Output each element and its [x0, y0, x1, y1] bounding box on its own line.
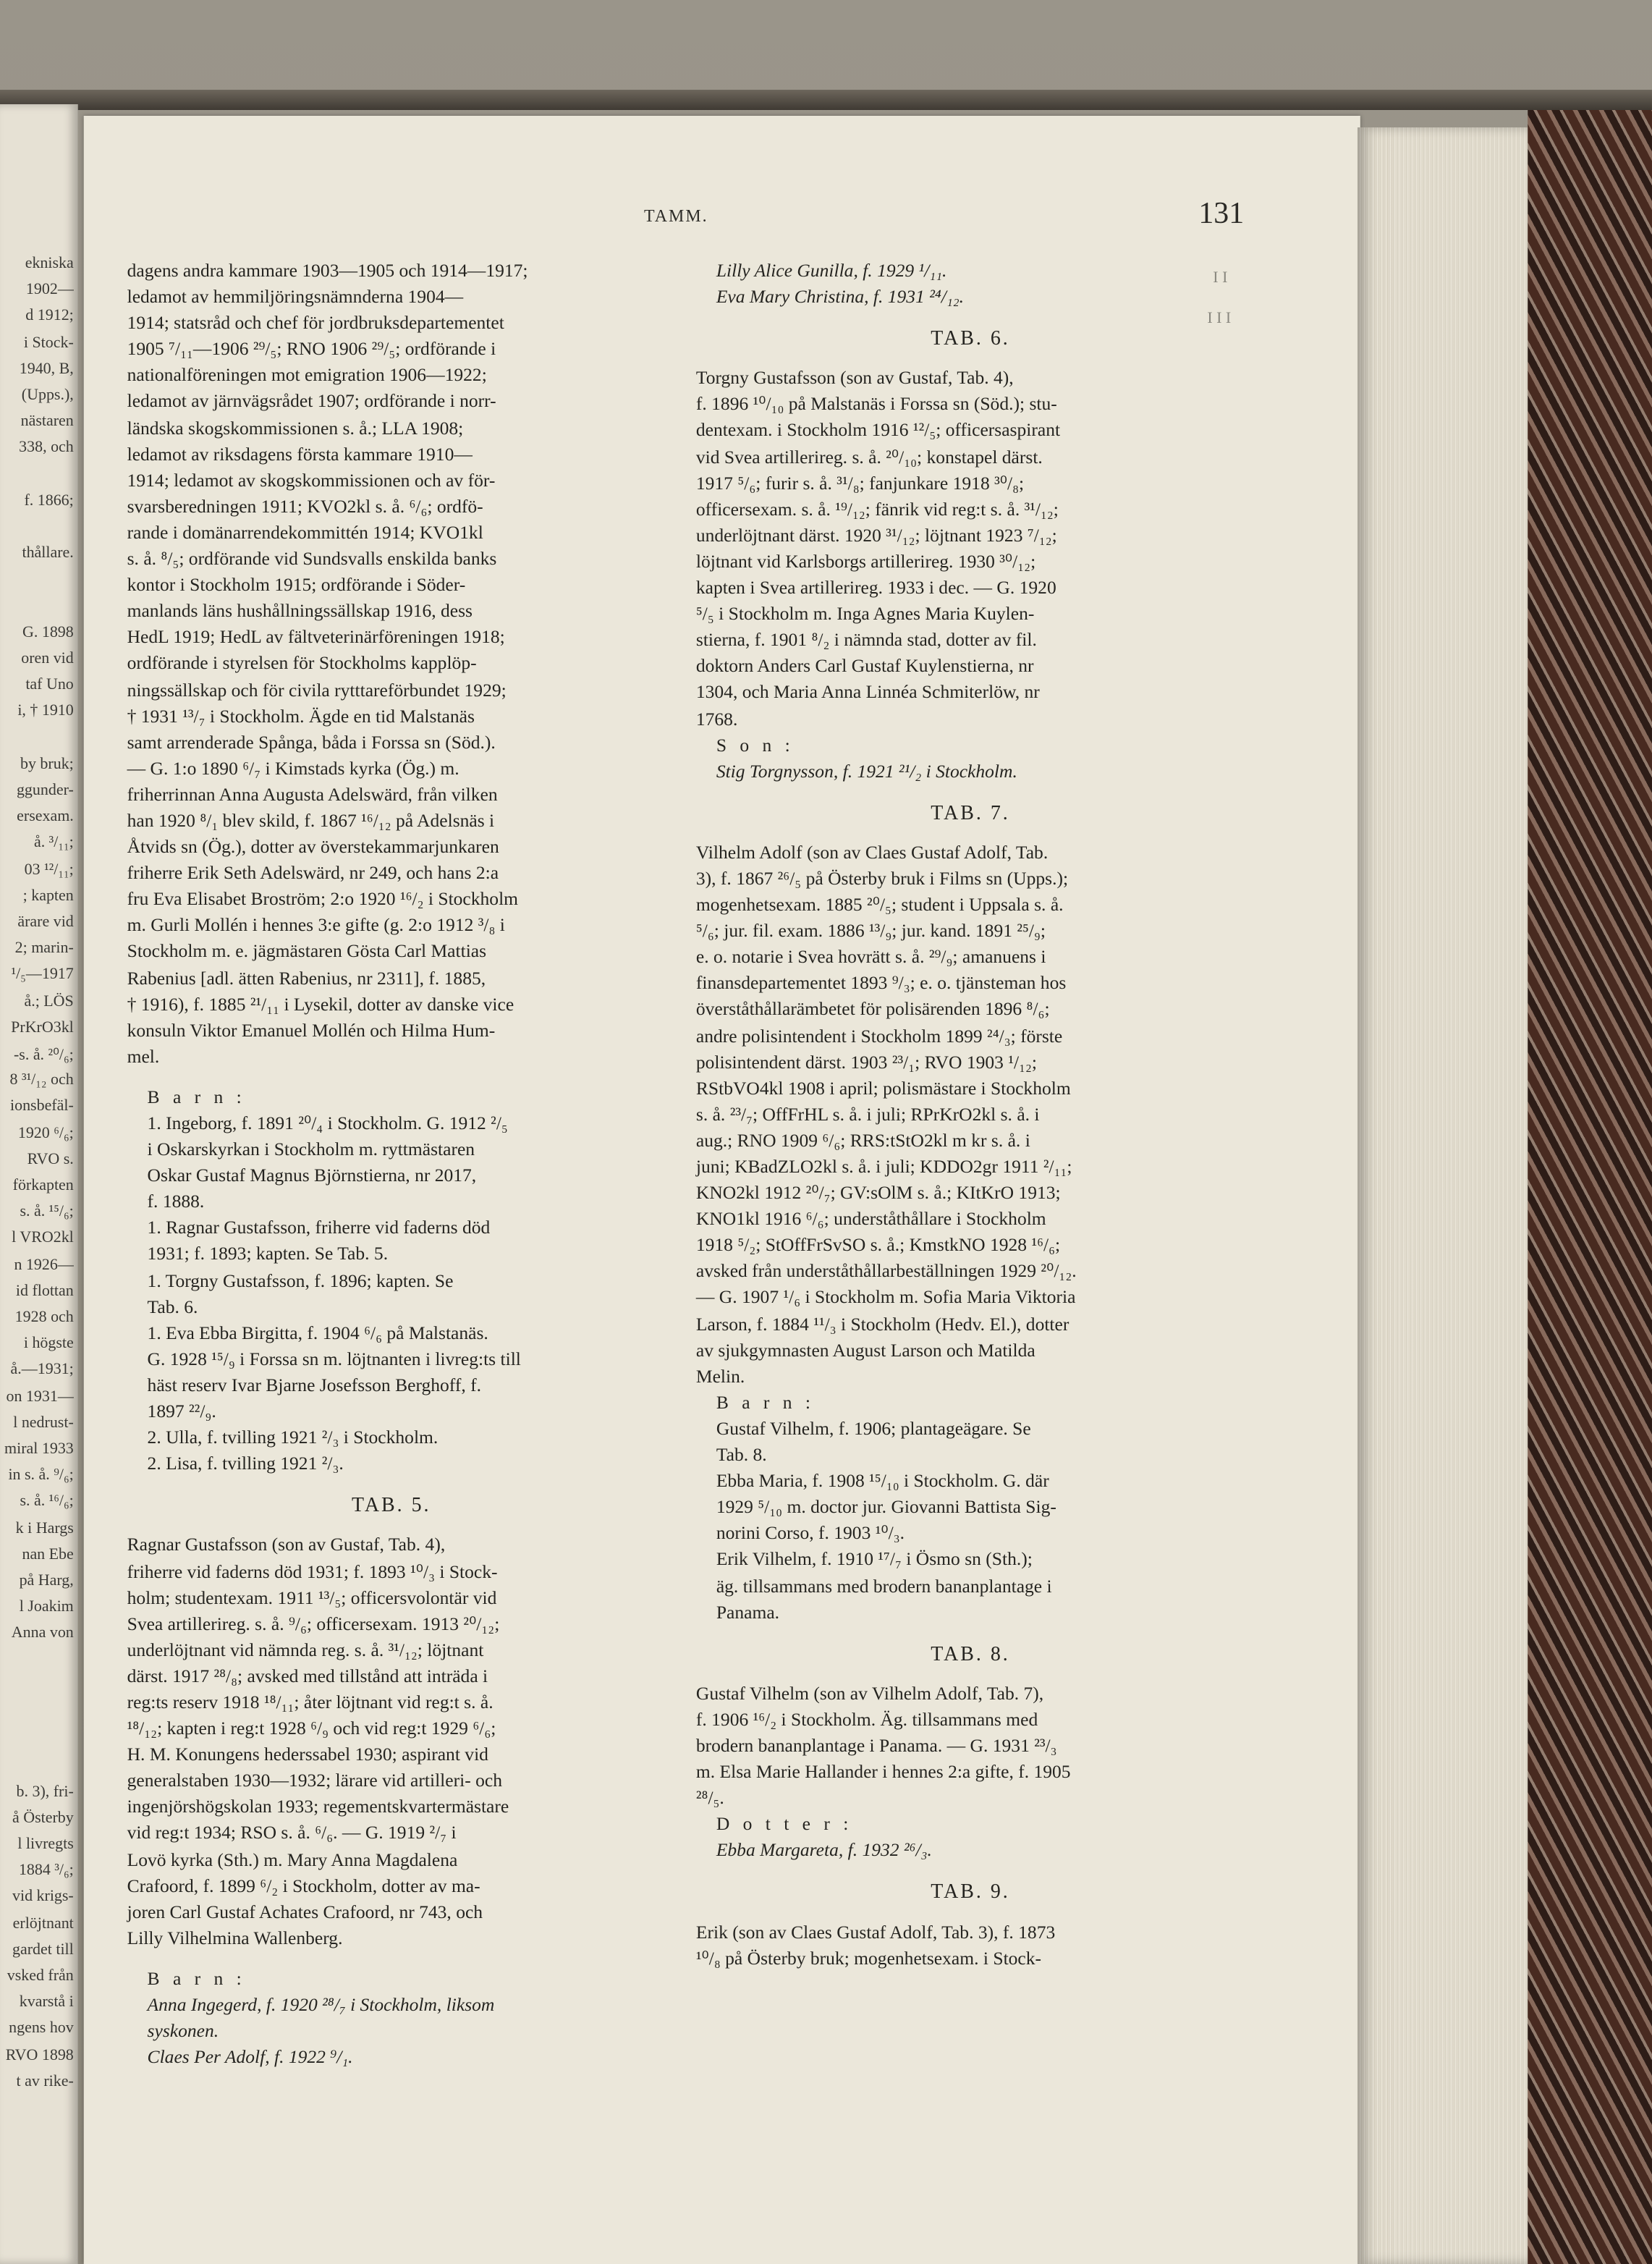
- tab6-line: dentexam. i Stockholm 1916 ¹²/₅; officersaspirant: [695, 420, 1061, 441]
- tab5-line: generalstaben 1930—1932; lärare vid artilleri- och: [127, 1770, 502, 1791]
- tab6-line: doktorn Anders Carl Gustaf Kuylenstierna, nr: [695, 656, 1034, 677]
- child-entry-line: Gustaf Vilhelm, f. 1906; plantageägare. Se: [716, 1418, 1031, 1439]
- tab7-line: — G. 1907 ¹/₆ i Stockholm m. Sofia Maria Viktoria: [695, 1287, 1076, 1308]
- body-line: Stockholm m. e. jägmästaren Gösta Carl Mattias: [127, 941, 487, 962]
- body-line: kontor i Stockholm 1915; ordförande i Söder-: [127, 575, 466, 596]
- body-line: rande i domänarrendekommittén 1914; KVO1kl: [127, 522, 483, 543]
- tab7-line: avsked från underståthållarbeställningen 1929 ²⁰/₁₂.: [695, 1261, 1077, 1282]
- child-entry-line: äg. tillsammans med brodern bananplantage i: [716, 1576, 1052, 1596]
- tab6-line: f. 1896 ¹⁰/₁₀ på Malstanäs i Forssa sn (Söd.); stu-: [695, 394, 1057, 415]
- left-page-line: RVO 1898: [5, 2046, 74, 2064]
- left-page-line: ekniska: [25, 255, 74, 272]
- section-label-dotter: D o t t e r :: [716, 1814, 853, 1835]
- child-entry-line: Panama.: [716, 1602, 780, 1623]
- tab7-line: Melin.: [695, 1366, 745, 1387]
- child-entry-line: Stig Torgnysson, f. 1921 ²¹/₂ i Stockholm.: [716, 761, 1017, 782]
- tab5-line: Svea artillerireg. s. å. ⁹/₆; officersexam. 1913 ²⁰/₁₂;: [127, 1613, 500, 1634]
- left-page-line: 1884 ³/₆;: [18, 1862, 74, 1880]
- child-entry-line: Erik Vilhelm, f. 1910 ¹⁷/₇ i Ösmo sn (Sth.);: [716, 1549, 1033, 1570]
- tab5-line: friherre vid faderns död 1931; f. 1893 ¹⁰/₃ i Stock-: [127, 1561, 498, 1581]
- section-label-barn: B a r n :: [147, 1968, 246, 1989]
- left-page-line: erlöjtnant: [12, 1914, 74, 1933]
- tab5-line: ingenjörshögskolan 1933; regementskvartermästare: [127, 1796, 509, 1817]
- left-page-line: s. å. ¹⁵/₆;: [20, 1203, 74, 1221]
- child-entry-line: i Oskarskyrkan i Stockholm m. ryttmästaren: [147, 1139, 475, 1160]
- left-page-line: d 1912;: [25, 307, 74, 325]
- body-line: samt arrenderade Spånga, båda i Forssa sn (Söd.).: [127, 732, 496, 753]
- section-label-barn: B a r n :: [716, 1392, 815, 1413]
- tab6-line: ⁵/₅ i Stockholm m. Inga Agnes Maria Kuylen-: [695, 604, 1035, 625]
- child-entry-line: 1. Eva Ebba Birgitta, f. 1904 ⁶/₆ på Malstanäs.: [147, 1322, 488, 1343]
- tab8-line: brodern bananplantage i Panama. — G. 1931 ²³/₃: [695, 1735, 1057, 1756]
- tab5-line: Ragnar Gustafsson (son av Gustaf, Tab. 4),: [127, 1534, 446, 1555]
- left-page-line: by bruk;: [20, 755, 74, 773]
- tab5-line: därst. 1917 ²⁸/₈; avsked med tillstånd att inträda i: [127, 1665, 488, 1686]
- left-page-line: i, † 1910: [17, 702, 74, 720]
- left-page-line: G. 1898: [22, 623, 74, 641]
- tab7-line: av sjukgymnasten August Larson och Matilda: [695, 1340, 1035, 1361]
- left-page-line: id flottan: [15, 1282, 74, 1300]
- tab5-line: ¹⁸/₁₂; kapten i reg:t 1928 ⁶/₉ och vid reg:t 1929 ⁶/₆;: [127, 1718, 496, 1739]
- left-neighbour-page: [0, 104, 78, 2264]
- left-page-line: f. 1866;: [24, 491, 74, 510]
- tab7-line: Larson, f. 1884 ¹¹/₃ i Stockholm (Hedv. El.), dotter: [695, 1314, 1069, 1335]
- child-entry-line: Ebba Margareta, f. 1932 ²⁶/₃.: [716, 1840, 932, 1861]
- left-page-line: 1920 ⁶/₆;: [17, 1124, 74, 1142]
- child-entry-line: f. 1888.: [147, 1191, 205, 1212]
- left-page-line: l nedrust-: [13, 1414, 74, 1432]
- body-line: ningssällskap och för civila rytttareförbundet 1929;: [127, 680, 507, 700]
- left-page-line: å.; LÖS: [24, 992, 74, 1010]
- tab5-line: holm; studentexam. 1911 ¹³/₅; officersvolontär vid: [127, 1587, 497, 1608]
- child-entry-line: syskonen.: [147, 2021, 219, 2042]
- child-entry-line: 1931; f. 1893; kapten. Se Tab. 5.: [147, 1243, 389, 1264]
- left-page-line: b. 3), fri-: [16, 1783, 74, 1801]
- left-column: [127, 258, 656, 2071]
- tab7-line: mogenhetsexam. 1885 ²⁰/₅; student i Uppsala s. å.: [695, 895, 1064, 916]
- tab9-line: Erik (son av Claes Gustaf Adolf, Tab. 3), f. 1873: [695, 1922, 1056, 1943]
- left-page-line: k i Hargs: [15, 1519, 74, 1537]
- section-label-barn: B a r n :: [147, 1086, 246, 1107]
- child-entry-line: Anna Ingegerd, f. 1920 ²⁸/₇ i Stockholm, liksom: [147, 1995, 495, 2015]
- body-line: m. Gurli Mollén i hennes 3:e gifte (g. 2:o 1912 ³/₈ i: [127, 915, 505, 936]
- tab5-line: Lilly Vilhelmina Wallenberg.: [127, 1927, 343, 1948]
- body-line: † 1916), f. 1885 ²¹/₁₁ i Lysekil, dotter av danske vice: [127, 994, 514, 1015]
- left-page-line: nan Ebe: [22, 1545, 74, 1563]
- left-page-line: i Stock-: [23, 334, 74, 352]
- running-head: TAMM.: [644, 206, 708, 226]
- left-page-line: å. ³/₁₁;: [33, 834, 74, 852]
- tab6-line: 1917 ⁵/₆; furir s. å. ³¹/₈; fanjunkare 1918 ³⁰/₈;: [695, 473, 1025, 494]
- child-entry-line: 1897 ²²/₉.: [147, 1401, 216, 1422]
- tab7-line: polisintendent därst. 1903 ²³/₁; RVO 1903 ¹/₁₂;: [695, 1052, 1037, 1073]
- left-page-line: ärare vid: [17, 913, 74, 931]
- tab6-line: 1768.: [695, 709, 738, 729]
- child-entry-line: Claes Per Adolf, f. 1922 ⁹/₁.: [147, 2047, 353, 2068]
- body-line: ledamot av hemmiljöringsnämnderna 1904—: [127, 287, 464, 308]
- body-line: 1905 ⁷/₁₁—1906 ²⁹/₅; RNO 1906 ²⁹/₅; ordförande i: [127, 339, 496, 360]
- book-cover-edge: [0, 90, 1652, 110]
- tab7-line: juni; KBadZLO2kl s. å. i juli; KDDO2gr 1911 ²/₁₁;: [695, 1157, 1072, 1177]
- tab6-line: Torgny Gustafsson (son av Gustaf, Tab. 4),: [695, 368, 1014, 389]
- tab7-line: KNO2kl 1912 ²⁰/₇; GV:sOlM s. å.; KItKrO 1913;: [695, 1183, 1061, 1204]
- body-line: s. å. ⁸/₅; ordförande vid Sundsvalls enskilda banks: [127, 549, 497, 570]
- body-line: — G. 1:o 1890 ⁶/₇ i Kimstads kyrka (Ög.) m.: [127, 758, 459, 779]
- body-line: han 1920 ⁸/₁ blev skild, f. 1867 ¹⁶/₁₂ på Adelsnäs i: [127, 810, 495, 831]
- body-line: 1914; statsråd och chef för jordbruksdepartementet: [127, 313, 504, 334]
- left-page-line: 2; marin-: [14, 939, 74, 958]
- tab7-line: Vilhelm Adolf (son av Claes Gustaf Adolf, Tab.: [695, 842, 1049, 863]
- body-line: mel.: [127, 1046, 160, 1067]
- tab5-line: joren Carl Gustaf Achates Crafoord, nr 743, och: [127, 1901, 483, 1922]
- left-page-line: ersexam.: [17, 808, 74, 826]
- left-page-line: 1902—: [25, 281, 74, 299]
- child-entry-line: Lilly Alice Gunilla, f. 1929 ¹/₁₁.: [716, 261, 947, 281]
- body-line: dagens andra kammare 1903—1905 och 1914—1917;: [127, 261, 528, 281]
- table-heading-tab9: TAB. 9.: [931, 1882, 1010, 1904]
- tab7-line: andre polisintendent i Stockholm 1899 ²⁴/₃; förste: [695, 1026, 1063, 1047]
- tab7-line: 1918 ⁵/₂; StOffFrSvSO s. å.; KmstkNO 1928 ¹⁶/₆;: [695, 1235, 1061, 1256]
- child-entry-line: Tab. 6.: [147, 1296, 198, 1317]
- child-entry-line: häst reserv Ivar Bjarne Josefsson Berghoff, f.: [147, 1374, 482, 1395]
- tab6-line: underlöjtnant därst. 1920 ³¹/₁₂; löjtnant 1923 ⁷/₁₂;: [695, 525, 1057, 546]
- body-line: ledamot av riksdagens första kammare 1910—: [127, 444, 473, 465]
- left-page-line: s. å. ¹⁶/₆;: [20, 1492, 74, 1511]
- tab7-line: 3), f. 1867 ²⁶/₅ på Österby bruk i Films sn (Upps.);: [695, 868, 1069, 889]
- section-label-son: S o n :: [716, 735, 795, 756]
- left-page-line: (Upps.),: [21, 387, 74, 404]
- left-page-line: oren vid: [21, 650, 74, 667]
- body-line: ledamot av järnvägsrådet 1907; ordförande i norr-: [127, 391, 496, 412]
- left-page-line: thållare.: [22, 544, 74, 562]
- left-page-line: 338, och: [19, 439, 74, 457]
- marbled-cover: [1528, 110, 1652, 2264]
- left-page-line: gardet till: [12, 1940, 74, 1959]
- left-page-line: 1928 och: [14, 1309, 74, 1326]
- child-entry-line: Eva Mary Christina, f. 1931 ²⁴/₁₂.: [716, 287, 964, 308]
- left-page-line: förkapten: [12, 1177, 74, 1194]
- left-page-line: l Joakim: [19, 1598, 74, 1616]
- child-entry-line: 2. Lisa, f. tvilling 1921 ²/₃.: [147, 1453, 344, 1474]
- child-entry-line: Tab. 8.: [716, 1445, 767, 1466]
- right-column: [696, 258, 1245, 1971]
- tab6-line: löjtnant vid Karlsborgs artillerireg. 1930 ³⁰/₁₂;: [695, 551, 1036, 572]
- left-page-line: på Harg,: [19, 1572, 74, 1589]
- tab8-line: m. Elsa Marie Hallander i hennes 2:a gifte, f. 1905: [695, 1762, 1071, 1783]
- body-line: Rabenius [adl. ätten Rabenius, nr 2311], f. 1885,: [127, 968, 486, 989]
- left-page-line: l VRO2kl: [12, 1229, 74, 1247]
- left-page-line: vsked från: [7, 1967, 74, 1985]
- left-page-line: 1940, B,: [19, 360, 74, 378]
- page-block-edges: [1357, 127, 1528, 2264]
- body-line: friherrinnan Anna Augusta Adelswärd, från vilken: [127, 784, 498, 805]
- spacer: [127, 1070, 656, 1084]
- tab7-line: finansdepartementet 1893 ⁹/₃; e. o. tjänsteman hos: [695, 973, 1067, 994]
- body-line: 1914; ledamot av skogskommissionen och av för-: [127, 470, 496, 491]
- table-heading-tab6: TAB. 6.: [931, 329, 1010, 351]
- tab7-line: s. å. ²³/₇; OffFrHL s. å. i juli; RPrKrO2kl s. å. i: [695, 1104, 1040, 1125]
- tab7-line: aug.; RNO 1909 ⁶/₆; RRS:tStO2kl m kr s. å. i: [695, 1130, 1030, 1151]
- child-entry-line: norini Corso, f. 1903 ¹⁰/₃.: [716, 1523, 905, 1544]
- body-line: nationalföreningen mot emigration 1906—1922;: [127, 365, 487, 386]
- left-page-line: 8 ³¹/₁₂ och: [9, 1071, 74, 1089]
- tab6-line: kapten i Svea artillerireg. 1933 i dec. — G. 1920: [695, 578, 1056, 599]
- body-line: manlands läns hushållningssällskap 1916, dess: [127, 601, 473, 622]
- tab5-line: Crafoord, f. 1899 ⁶/₂ i Stockholm, dotter av ma-: [127, 1875, 480, 1896]
- left-page-line: on 1931—: [6, 1387, 74, 1406]
- tab7-line: KNO1kl 1916 ⁶/₆; underståthållare i Stockholm: [695, 1209, 1046, 1230]
- body-line: † 1931 ¹³/₇ i Stockholm. Ägde en tid Malstanäs: [127, 706, 475, 727]
- body-line: fru Eva Elisabet Broström; 2:o 1920 ¹⁶/₂ i Stockholm: [127, 889, 519, 910]
- left-page-line: taf Uno: [25, 676, 74, 694]
- left-page-line: n 1926—: [14, 1256, 74, 1274]
- child-entry-line: 1. Ragnar Gustafsson, friherre vid faderns död: [147, 1217, 491, 1238]
- tab5-line: underlöjtnant vid nämnda reg. s. å. ³¹/₁₂; löjtnant: [127, 1639, 484, 1660]
- child-entry-line: 1. Ingeborg, f. 1891 ²⁰/₄ i Stockholm. G. 1912 ²/₅: [147, 1113, 508, 1133]
- left-page-line: ; kapten: [22, 887, 74, 905]
- body-line: Åtvids sn (Ög.), dotter av överstekammarjunkaren: [127, 837, 499, 858]
- left-page-line: ggunder-: [16, 782, 74, 799]
- left-page-line: ngens hov: [9, 2019, 74, 2037]
- left-page-line: nästaren: [20, 413, 74, 431]
- body-line: ordförande i styrelsen för Stockholms kapplöp-: [127, 653, 477, 674]
- table-heading-tab5: TAB. 5.: [352, 1495, 431, 1518]
- table-heading-tab7: TAB. 7.: [931, 803, 1010, 825]
- left-page-line: miral 1933: [4, 1440, 74, 1458]
- left-page-line: t av rike-: [16, 2072, 74, 2090]
- tab8-line: Gustaf Vilhelm (son av Vilhelm Adolf, Tab. 7),: [695, 1683, 1044, 1704]
- left-page-line: -s. å. ²⁰/₆;: [13, 1047, 74, 1064]
- child-entry-line: 2. Ulla, f. tvilling 1921 ²/₃ i Stockholm.: [147, 1427, 439, 1448]
- left-page-line: l livregts: [17, 1836, 74, 1853]
- body-line: ländska skogskommissionen s. å.; LLA 1908;: [127, 418, 464, 439]
- body-line: friherre Erik Seth Adelswärd, nr 249, och hans 2:a: [127, 863, 499, 884]
- margin-mark: I I: [1213, 269, 1228, 287]
- tab6-line: officersexam. s. å. ¹⁹/₁₂; fänrik vid reg:t s. å. ³¹/₁₂;: [695, 499, 1059, 520]
- tab7-line: e. o. notarie i Svea hovrätt s. å. ²⁹/₉; amanuens i: [695, 947, 1046, 968]
- tab6-line: vid Svea artillerireg. s. å. ²⁰/₁₀; konstapel därst.: [695, 447, 1043, 468]
- child-entry-line: 1929 ⁵/₁₀ m. doctor jur. Giovanni Battista Sig-: [716, 1497, 1056, 1518]
- child-entry-line: G. 1928 ¹⁵/₉ i Forssa sn m. löjtnanten i livreg:ts till: [147, 1348, 521, 1369]
- tab9-line: ¹⁰/₈ på Österby bruk; mogenhetsexam. i Stock-: [695, 1948, 1042, 1969]
- child-entry-line: Oskar Gustaf Magnus Björnstierna, nr 2017,: [147, 1165, 477, 1186]
- tab5-line: reg:ts reserv 1918 ¹⁸/₁₁; åter löjtnant vid reg:t s. å.: [127, 1691, 494, 1712]
- left-page-line: in s. å. ⁹/₆;: [8, 1466, 74, 1484]
- tab6-line: 1304, och Maria Anna Linnéa Schmiterlöw, nr: [695, 682, 1040, 703]
- tab7-line: överståthållarämbetet för polisärenden 1896 ⁸/₆;: [695, 999, 1050, 1020]
- margin-mark: I I I: [1207, 310, 1232, 327]
- left-page-line: vid krigs-: [12, 1888, 74, 1906]
- body-line: HedL 1919; HedL av fältveterinärföreningen 1918;: [127, 627, 505, 648]
- left-page-line: 03 ¹²/₁₁;: [24, 861, 74, 879]
- child-entry-line: 1. Torgny Gustafsson, f. 1896; kapten. Se: [147, 1270, 454, 1291]
- left-page-line: ionsbefäl-: [10, 1097, 74, 1115]
- left-page-line: å Österby: [12, 1809, 74, 1827]
- tab5-line: Lovö kyrka (Sth.) m. Mary Anna Magdalena: [127, 1849, 458, 1870]
- tab7-line: RStbVO4kl 1908 i april; polismästare i Stockholm: [695, 1078, 1071, 1099]
- body-line: konsuln Viktor Emanuel Mollén och Hilma Hum-: [127, 1020, 496, 1041]
- left-page-line: PrKrO3kl: [11, 1018, 74, 1036]
- tab8-line: ²⁸/₅.: [695, 1788, 724, 1809]
- table-heading-tab8: TAB. 8.: [931, 1644, 1010, 1666]
- tab6-line: stierna, f. 1901 ⁸/₂ i nämnda stad, dotter av fil.: [695, 630, 1037, 651]
- left-page-line: i högste: [23, 1335, 74, 1353]
- tab5-line: vid reg:t 1934; RSO s. å. ⁶/₆. — G. 1919 ²/₇ i: [127, 1822, 457, 1843]
- page-number: 131: [1198, 195, 1245, 230]
- tab7-line: ⁵/₆; jur. fil. exam. 1886 ¹³/₉; jur. kand. 1891 ²⁵/₉;: [695, 921, 1046, 942]
- tab8-line: f. 1906 ¹⁶/₂ i Stockholm. Äg. tillsammans med: [695, 1709, 1038, 1730]
- body-line: svarsberedningen 1911; KVO2kl s. å. ⁶/₆; ordfö-: [127, 496, 483, 517]
- left-page-line: RVO s.: [27, 1150, 74, 1168]
- left-page-line: kvarstå i: [19, 1993, 74, 2011]
- child-entry-line: Ebba Maria, f. 1908 ¹⁵/₁₀ i Stockholm. G. där: [716, 1471, 1049, 1492]
- tab5-line: H. M. Konungens hederssabel 1930; aspirant vid: [127, 1744, 488, 1765]
- spacer: [127, 1951, 656, 1966]
- left-page-line: Anna von: [11, 1624, 74, 1642]
- left-page-line: ¹/₅—1917: [11, 966, 74, 984]
- left-page-line: å.—1931;: [10, 1361, 74, 1379]
